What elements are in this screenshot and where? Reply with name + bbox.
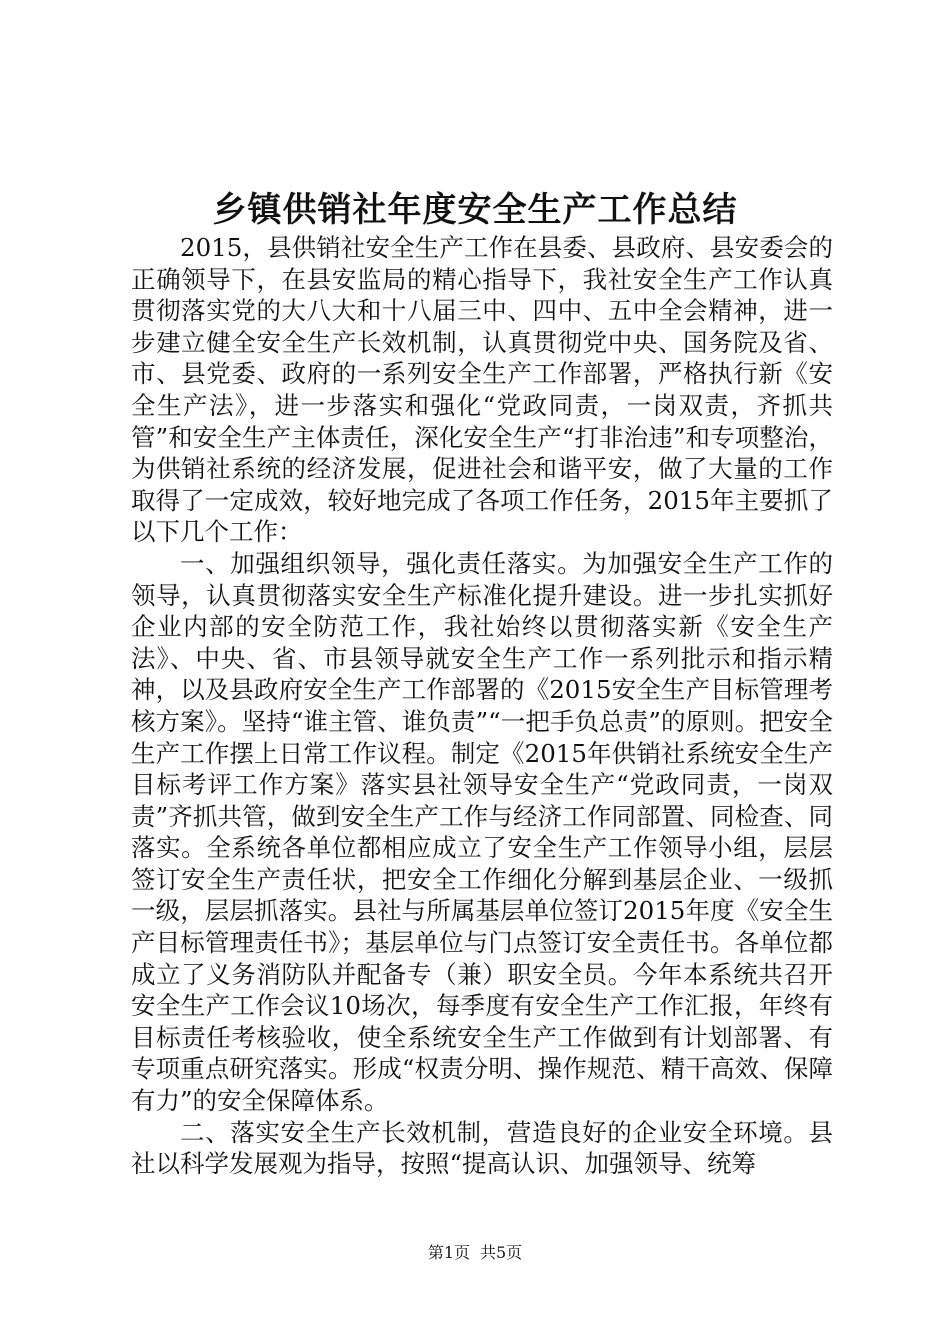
page-total: 共5页 bbox=[480, 1243, 523, 1262]
paragraph-section-1: 一、加强组织领导，强化责任落实。为加强安全生产工作的领导，认真贯彻落实安全生产标准化提升建设。进一步扎实抓好企业内部的安全防范工作，我社始终以贯彻落实新《安全生产法》、中央、省、市县领导就安全生产工作一系列批示和指示精神，以及县政府安全生产工作部署的《2015安全生产目标管理考核方案》。坚持“谁主管、谁负责”“一把手负总责”的原则。把安全生产工作摆上日常工作议程。制定《2015年供销社系统安全生产目标考评工作方案》落实县社领导安全生产“党政同责，一岗双责”齐抓共管，做到安全生产工作与经济工作同部置、同检查、同落实。全系统各单位都相应成立了安全生产工作领导小组，层层签订安全生产责任状，把安全工作细化分解到基层企业、一级抓一级，层层抓落实。县社与所属基层单位签订2015年度《安全生产目标管理责任书》；基层单位与门点签订安全责任书。各单位都成立了义务消防队并配备专（兼）职安全员。今年本系统共召开安全生产工作会议10场次，每季度有安全生产工作汇报，年终有目标责任考核验收，使全系统安全生产工作做到有计划部署、有专项重点研究落实。形成“权责分明、操作规范、精干高效、保障有力”的安全保障体系。 bbox=[131, 548, 833, 1116]
page-footer bbox=[0, 1242, 950, 1264]
page-number: 第1页 bbox=[427, 1243, 470, 1262]
paragraph-intro: 2015，县供销社安全生产工作在县委、县政府、县安委会的正确领导下，在县安监局的精心指导下，我社安全生产工作认真贯彻落实党的大八大和十八届三中、四中、五中全会精神，进一步建立健全安全生产长效机制，认真贯彻党中央、国务院及省、市、县党委、政府的一系列安全生产工作部署，严格执行新《安全生产法》，进一步落实和强化“党政同责，一岗双责，齐抓共管”和安全生产主体责任，深化安全生产“打非治违”和专项整治，为供销社系统的经济发展，促进社会和谐平安，做了大量的工作取得了一定成效，较好地完成了各项工作任务，2015年主要抓了以下几个工作： bbox=[131, 233, 833, 547]
document-body bbox=[131, 232, 833, 1180]
document-title: 乡镇供销社年度安全生产工作总结 bbox=[212, 190, 738, 230]
paragraph-section-2: 二、落实安全生产长效机制，营造良好的企业安全环境。县社以科学发展观为指导，按照“提高认识、加强领导、统筹 bbox=[131, 1117, 833, 1179]
